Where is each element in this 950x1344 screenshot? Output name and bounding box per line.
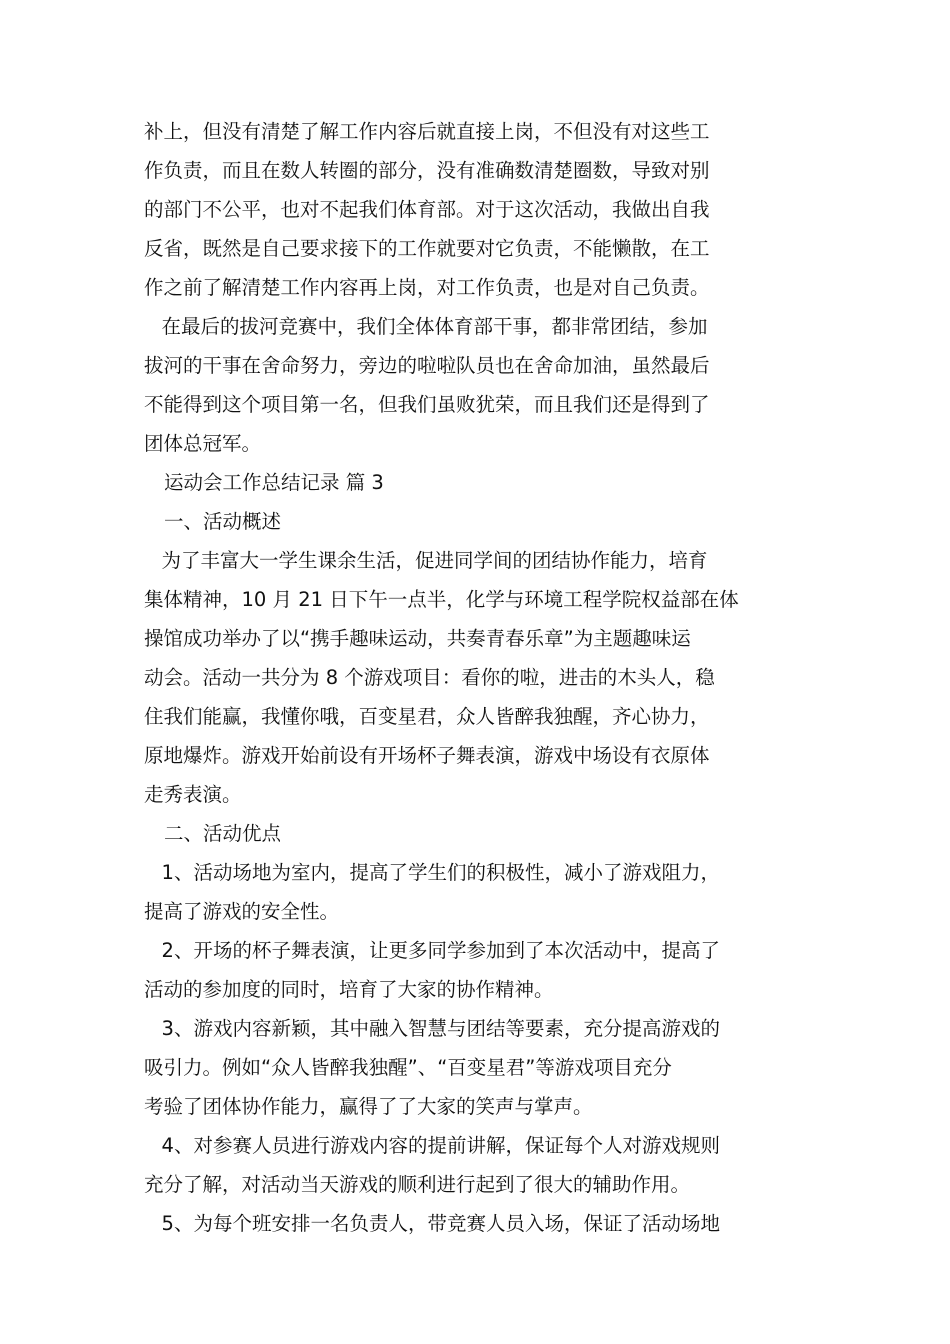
text-line: 拔河的干事在舍命努力，旁边的啦啦队员也在舍命加油，虽然最后 (144, 354, 710, 377)
text-line: 为了丰富大一学生课余生活，促进同学间的团结协作能力，培育 (161, 549, 708, 572)
text-line: 5、为每个班安排一名负责人，带竞赛人员入场，保证了活动场地 (161, 1212, 720, 1235)
heading-overview (144, 502, 810, 541)
text-line: 考验了团体协作能力，赢得了了大家的笑声与掌声。 (144, 1095, 593, 1118)
text-line: 作负责，而且在数人转圈的部分，没有准确数清楚圈数，导致对别 (144, 159, 710, 182)
text-line: 1、活动场地为室内，提高了学生们的积极性，减小了游戏阻力， (161, 861, 720, 884)
heading-text: 一、活动概述 (164, 510, 282, 533)
text-line: 的部门不公平，也对不起我们体育部。对于这次活动，我做出自我 (144, 198, 710, 221)
text-line: 作之前了解清楚工作内容再上岗，对工作负责，也是对自己负责。 (144, 276, 710, 299)
text-line: 4、对参赛人员进行游戏内容的提前讲解，保证每个人对游戏规则 (161, 1134, 720, 1157)
list-item-3 (144, 1009, 810, 1126)
heading-text: 二、活动优点 (164, 822, 282, 845)
text-line: 住我们能赢，我懂你哦，百变星君，众人皆醉我独醒，齐心协力， (144, 705, 710, 728)
text-line: 反省，既然是自己要求接下的工作就要对它负责，不能懒散，在工 (144, 237, 710, 260)
text-line: 在最后的拔河竞赛中，我们全体体育部干事，都非常团结，参加 (161, 315, 708, 338)
section-title (144, 463, 810, 502)
paragraph-tug-of-war (144, 307, 810, 463)
text-line: 不能得到这个项目第一名，但我们虽败犹荣，而且我们还是得到了 (144, 393, 710, 416)
text-line: 集体精神，10 月 21 日下午一点半，化学与环境工程学院权益部在体 (144, 588, 739, 611)
text-line: 团体总冠军。 (144, 432, 262, 455)
list-item-2 (144, 931, 810, 1009)
document-body (144, 112, 810, 1243)
text-line: 活动的参加度的同时，培育了大家的协作精神。 (144, 978, 554, 1001)
text-line: 吸引力。例如“众人皆醉我独醒”、“百变星君”等游戏项目充分 (144, 1056, 672, 1079)
list-item-1 (144, 853, 810, 931)
text-line: 提高了游戏的安全性。 (144, 900, 340, 923)
heading-advantages (144, 814, 810, 853)
paragraph-overview (144, 541, 810, 814)
text-line: 充分了解，对活动当天游戏的顺利进行起到了很大的辅助作用。 (144, 1173, 691, 1196)
text-line: 原地爆炸。游戏开始前设有开场杯子舞表演，游戏中场设有衣原体 (144, 744, 710, 767)
text-line: 补上，但没有清楚了解工作内容后就直接上岗，不但没有对这些工 (144, 120, 710, 143)
text-line: 走秀表演。 (144, 783, 242, 806)
section-title-text: 运动会工作总结记录 篇 3 (164, 471, 384, 494)
list-item-4 (144, 1126, 810, 1204)
paragraph-self-reflection (144, 112, 810, 307)
text-line: 操馆成功举办了以“携手趣味运动，共奏青春乐章”为主题趣味运 (144, 627, 691, 650)
text-line: 3、游戏内容新颖，其中融入智慧与团结等要素，充分提高游戏的 (161, 1017, 720, 1040)
list-item-5 (144, 1204, 810, 1243)
text-line: 动会。活动一共分为 8 个游戏项目：看你的啦，进击的木头人，稳 (144, 666, 715, 689)
text-line: 2、开场的杯子舞表演，让更多同学参加到了本次活动中，提高了 (161, 939, 720, 962)
